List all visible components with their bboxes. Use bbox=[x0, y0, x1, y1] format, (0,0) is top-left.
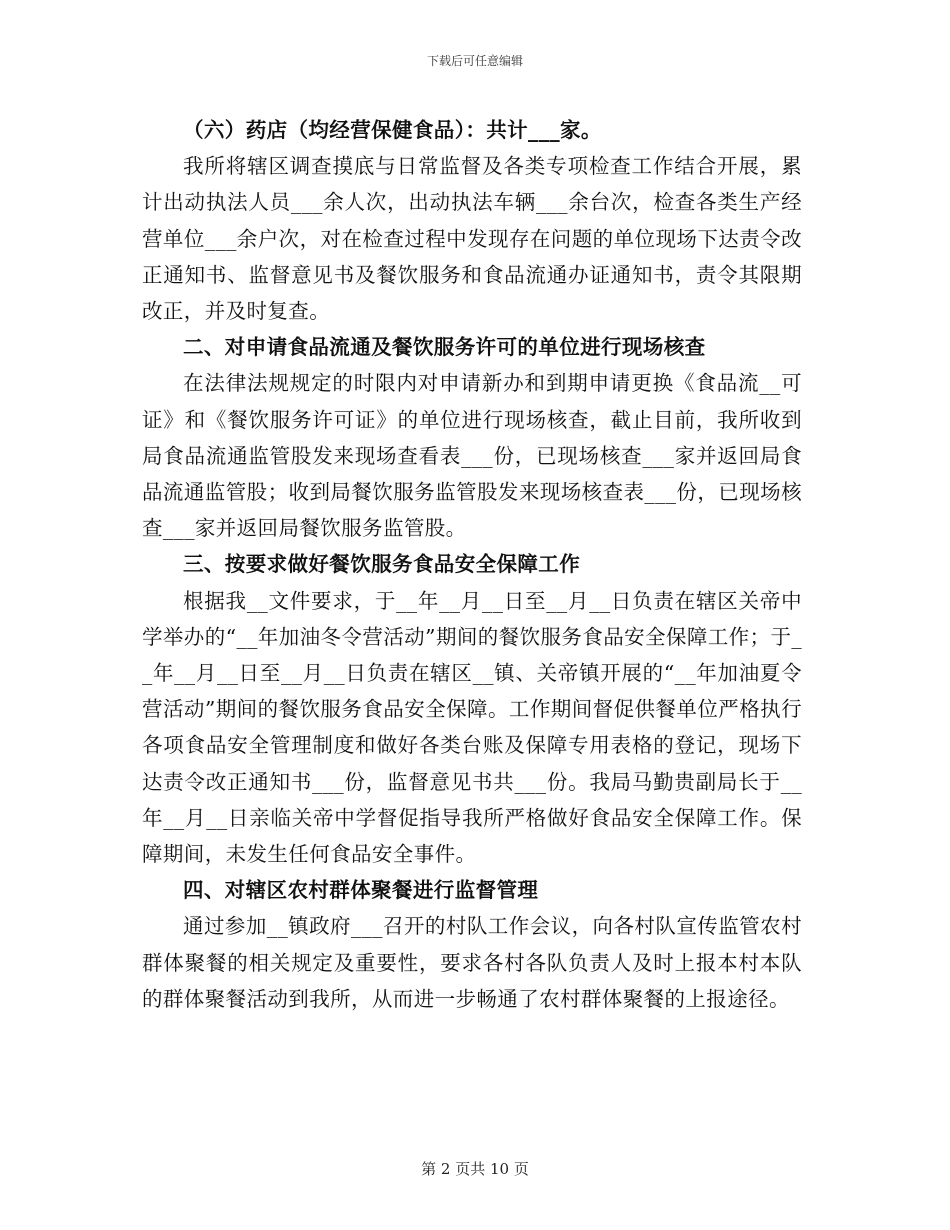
document-body bbox=[142, 112, 802, 1017]
heading-pharmacy-count: （六）药店（均经营保健食品）：共计___家。 bbox=[183, 118, 602, 142]
paragraph-rural-gathering: 通过参加__镇政府___召开的村队工作会议，向各村队宣传监管农村群体聚餐的相关规定及重要性，要求各村各队负责人及时上报本村本队的群体聚餐活动到我所，从而进一步畅通了农村群体聚餐的上报途径。 bbox=[142, 914, 802, 1011]
paragraph-food-safety-guarantee: 根据我__文件要求，于__年__月__日至__月__日负责在辖区关帝中学举办的“__年加油冬令营活动”期间的餐饮服务食品安全保障工作；于__年__月__日至__月__日负责在辖区__镇、关帝镇开展的“__年加油夏令营活动”期间的餐饮服务食品安全保障。工作期间督促供餐单位严格执行各项食品安全管理制度和做好各类台账及保障专用表格的登记，现场下达责令改正通知书___份，监督意见书共___份。我局马勤贵副局长于__年__月__日亲临关帝中学督促指导我所严格做好食品安全保障工作。保障期间，未发生任何食品安全事件。 bbox=[142, 588, 802, 867]
page-header: 下载后可任意编辑 bbox=[426, 54, 523, 68]
paragraph-license-verification: 在法律法规规定的时限内对申请新办和到期申请更换《食品流__可证》和《餐饮服务许可证》的单位进行现场核查，截止目前，我所收到局食品流通监管股发来现场查看表___份，已现场核查___家并返回局食品流通监管股；收到局餐饮服务监管股发来现场核查表___份，已现场核查___家并返回局餐饮服务监管股。 bbox=[142, 371, 802, 541]
heading-food-safety-guarantee: 三、按要求做好餐饮服务食品安全保障工作 bbox=[183, 552, 581, 577]
page-number: 第 2 页共 10 页 bbox=[421, 1160, 529, 1178]
heading-license-verification: 二、对申请食品流通及餐饮服务许可的单位进行现场核查 bbox=[183, 335, 706, 360]
heading-rural-gathering: 四、对辖区农村群体聚餐进行监督管理 bbox=[183, 878, 539, 903]
paragraph-inspection-summary: 我所将辖区调查摸底与日常监督及各类专项检查工作结合开展，累计出动执法人员___余人次，出动执法车辆___余台次，检查各类生产经营单位___余户次，对在检查过程中发现存在问题的单位现场下达责令改正通知书、监督意见书及餐饮服务和食品流通办证通知书，责令其限期改正，并及时复查。 bbox=[142, 154, 802, 324]
